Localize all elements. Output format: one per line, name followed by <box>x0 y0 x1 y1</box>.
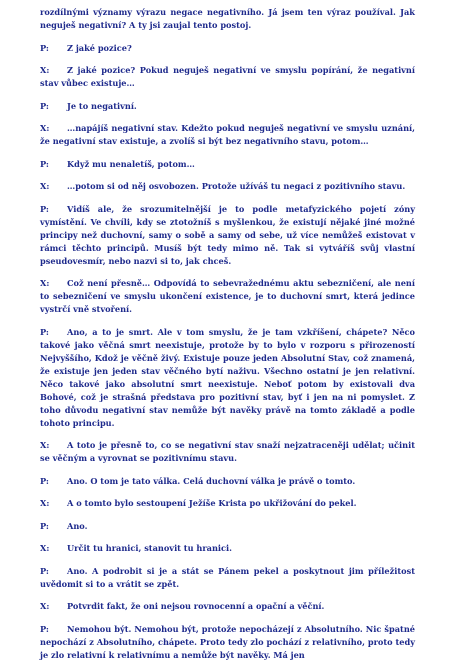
speaker-label: P: <box>40 203 49 214</box>
dialogue-text: Ano, a to je smrt. Ale v tom smyslu, že je tam vzkříšení, chápete? Něco takové jako věčná smrt neexistuje, protože by to bylo v rozporu s přirozeností Nejvyššího, Kdož je věčně živý. Existuje pouze jeden Absolutní Stav, což znamená, že existuje jen jeden stav věčného bytí naživu. Všechno ostatní je jen relativní. Něco takové jako absolutní smrt neexistuje. Neboť potom by existovali dva Bohové, což je strašná představa pro pozitivní stav, byť i jen na ni pomyslet. Z toho důvodu negativní stav nemůže být navěky právě na tomto základě a podle tohoto principu. <box>40 326 415 428</box>
dialogue-text: Vidíš ale, že srozumitelnější je to podle metafyzického pojetí zóny vymístění. Ve chvíli, kdy se ztotožníš s myšlenkou, že existují nějaké jiné možné principy než duchovní, samy o sobě a samy od sebe, už více nemůžeš existovat v rámci těchto principů. Musíš být tedy mimo ně. Tak si vytváříš svůj vlastní pseudovesmír, nebo nazvi si to, jak chceš. <box>40 203 415 266</box>
speaker-label: P: <box>40 158 49 169</box>
dialogue-paragraph <box>40 542 415 555</box>
dialogue-text: …napájíš negativní stav. Kdežto pokud neguješ negativní ve smyslu uznání, že negativní stav existuje, a zvolíš si být bez negativního stavu, potom… <box>40 123 415 146</box>
dialogue-paragraph <box>40 475 415 488</box>
dialogue-text: Z jaké pozice? <box>67 42 132 53</box>
speaker-label: P: <box>40 100 49 111</box>
speaker-label: X: <box>40 440 50 450</box>
speaker-label: P: <box>40 326 49 337</box>
dialogue <box>40 42 415 662</box>
dialogue-text: Ano. A podrobit si je a stát se Pánem pekel a poskytnout jim příležitost uvědomit si to a vrátit se zpět. <box>40 565 415 589</box>
speaker-label: X: <box>40 278 50 288</box>
speaker-label: X: <box>40 498 50 508</box>
dialogue-paragraph <box>40 158 415 171</box>
document-page <box>40 6 415 671</box>
opening-paragraph: rozdílnými významy výrazu negace negativního. Já jsem ten výraz používal. Jak neguješ negativní? A ty jsi zaujal tento postoj. <box>40 7 415 30</box>
speaker-label: P: <box>40 475 49 486</box>
dialogue-paragraph <box>40 439 415 465</box>
dialogue-text: Je to negativní. <box>67 100 137 111</box>
speaker-label: X: <box>40 123 50 133</box>
speaker-label: X: <box>40 181 50 191</box>
dialogue-text: Což není přesně… Odpovídá to sebevražednému aktu sebezničení, ale není to sebezničení ve smyslu ukončení existence, je to duchovní smrt, která jedince vystrčí vně stvoření. <box>40 278 415 314</box>
dialogue-text: Potvrdit fakt, že oni nejsou rovnocenní a opační a věční. <box>67 601 325 611</box>
speaker-label: P: <box>40 623 49 634</box>
dialogue-paragraph <box>40 520 415 533</box>
dialogue-paragraph <box>40 203 415 268</box>
dialogue-paragraph <box>40 326 415 430</box>
speaker-label: P: <box>40 42 49 53</box>
speaker-label: X: <box>40 65 50 75</box>
dialogue-text: Určit tu hranici, stanovit tu hranici. <box>67 543 232 553</box>
dialogue-text: Ano. <box>67 520 88 531</box>
dialogue-paragraph <box>40 122 415 148</box>
dialogue-text: …potom si od něj osvobozen. Protože užíváš tu negaci z pozitivního stavu. <box>67 181 406 191</box>
dialogue-text: A o tomto bylo sestoupení Ježíše Krista po ukřižování do pekel. <box>67 498 357 508</box>
dialogue-text: Ano. O tom je tato válka. Celá duchovní válka je právě o tomto. <box>67 475 356 486</box>
dialogue-text: A toto je přesně to, co se negativní stav snaží nejzatraceněji udělat; učinit se věčným a vyrovnat se pozitivnímu stavu. <box>40 440 415 463</box>
dialogue-paragraph <box>40 64 415 90</box>
speaker-label: X: <box>40 601 50 611</box>
speaker-label: P: <box>40 520 49 531</box>
speaker-label: X: <box>40 543 50 553</box>
dialogue-paragraph <box>40 497 415 510</box>
dialogue-paragraph <box>40 623 415 662</box>
dialogue-paragraph <box>40 277 415 316</box>
dialogue-paragraph <box>40 600 415 613</box>
dialogue-paragraph <box>40 180 415 193</box>
speaker-label: P: <box>40 565 49 576</box>
dialogue-text: Z jaké pozice? Pokud neguješ negativní ve smyslu popírání, že negativní stav vůbec existuje… <box>40 65 415 88</box>
dialogue-paragraph <box>40 42 415 55</box>
dialogue-paragraph <box>40 565 415 591</box>
dialogue-text: Nemohou být. Nemohou být, protože nepocházejí z Absolutního. Nic špatné nepochází z Absolutního, chápete. Proto tedy zlo pochází z relativního, proto tedy je zlo relativní k relativnímu a nemůže být navěky. Má jen <box>40 623 415 660</box>
dialogue-paragraph <box>40 100 415 113</box>
dialogue-text: Když mu nenaletíš, potom… <box>67 158 195 169</box>
